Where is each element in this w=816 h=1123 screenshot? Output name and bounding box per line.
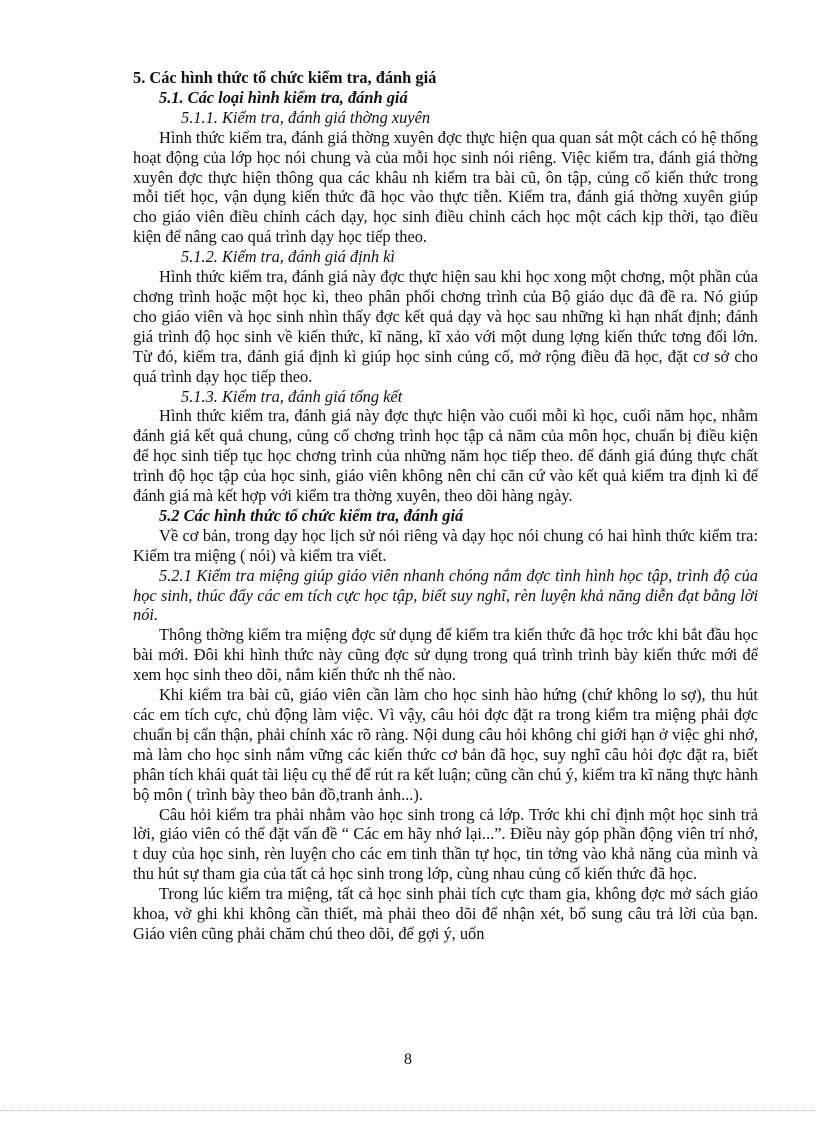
paragraph-old-lesson-check: Khi kiểm tra bài cũ, giáo viên cần làm cho học sinh hào hứng (chứ không lo sợ), thu hút các em tích cực, chủ động làm việc. Vì vậy, câu hỏi đợc đặt ra trong kiểm tra miệng phải đợc chuẩn bị cẩn thận, phải chính xác rõ ràng. Nội dung câu hỏi không chỉ giới hạn ở việc ghi nhớ, mà làm cho học sinh nắm vững các kiến thức cơ bản đã học, suy nghĩ câu hỏi đợc đặt ra, biết phân tích khái quát tài liệu cụ thể để rút ra kết luận; cũng cần chú ý, kiểm tra kĩ năng thực hành bộ môn ( trình bày theo bản đồ,tranh ảnh...). — [133, 685, 758, 804]
section-5-1-3-heading: 5.1.3. Kiểm tra, đánh giá tổng kết — [181, 386, 403, 406]
section-5-1-heading: 5.1. Các loại hình kiểm tra, đánh giá — [159, 87, 408, 107]
paragraph-student-participation: Trong lúc kiểm tra miệng, tất cả học sinh phải tích cực tham gia, không đợc mở sách giáo khoa, vở ghi khi không cần thiết, mà phải theo dõi để nhận xét, bổ sung câu trả lời của bạn. Giáo viên cũng phải chăm chú theo dõi, để gợi ý, uốn — [133, 884, 758, 943]
section-5-2-heading: 5.2 Các hình thức tổ chức kiểm tra, đánh giá — [159, 505, 464, 525]
section-5-1-1-heading: 5.1.1. Kiểm tra, đánh giá thờng xuyên — [181, 107, 431, 127]
paragraph-oral-check-usage: Thông thờng kiểm tra miệng đợc sử dụng để kiểm tra kiến thức đã học trớc khi bắt đầu học bài mới. Đôi khi hình thức này cũng đợc sử dụng trong quá trình trình bày kiến thức mới để xem học sinh theo dõi, nắm kiến thức nh thế nào. — [133, 625, 758, 685]
document-page — [133, 68, 758, 944]
section-5-2-intro: Về cơ bản, trong dạy học lịch sử nói riêng và dạy học nói chung có hai hình thức kiểm tra: Kiểm tra miệng ( nói) và kiểm tra viết. — [133, 525, 758, 565]
section-5-2-1-paragraph: 5.2.1 Kiểm tra miệng giúp giáo viên nhanh chóng nắm đợc tình hình học tập, trình độ của học sinh, thúc đẩy các em tích cực học tập, biết suy nghĩ, rèn luyện khả năng diễn đạt bằng lời nói. — [133, 565, 758, 625]
page-number: 8 — [404, 1051, 412, 1068]
page-bottom-divider — [0, 1110, 816, 1111]
section-5-1-2-heading: 5.1.2. Kiểm tra, đánh giá định kì — [181, 247, 395, 267]
section-5-heading: 5. Các hình thức tổ chức kiểm tra, đánh giá — [133, 68, 437, 87]
paragraph-questions-whole-class: Câu hỏi kiểm tra phải nhằm vào học sinh trong cả lớp. Trớc khi chỉ định một học sinh trả lời, giáo viên có thể đặt vấn đề “ Các em hãy nhớ lại...”. Điều này góp phần động viên trí nhớ, t duy của học sinh, rèn luyện cho các em tinh thần tự học, tin tởng vào khả năng của mình và thu hút sự tham gia của tất cả học sinh trong lớp, cùng nhau củng cố kiến thức đã học. — [133, 804, 758, 884]
section-5-1-2-paragraph: Hình thức kiểm tra, đánh giá này đợc thực hiện sau khi học xong một chơng, một phần của chơng trình hoặc một học kì, theo phân phối chơng trình của Bộ giáo dục đã đề ra. Nó giúp cho giáo viên và học sinh nhìn thấy đợc kết quả dạy và học sau những kì hạn nhất định; đánh giá trình độ học sinh về kiến thức, kĩ năng, kĩ xảo với một dung lợng kiến thức tơng đối lớn. Từ đó, kiểm tra, đánh giá định kì giúp học sinh củng cố, mở rộng điều đã học, đặt cơ sở cho quá trình dạy học tiếp theo. — [133, 267, 758, 386]
section-5-1-1-paragraph: Hình thức kiểm tra, đánh giá thờng xuyên đợc thực hiện qua quan sát một cách có hệ thống hoạt động của lớp học nói chung và của mỗi học sinh nói riêng. Việc kiểm tra, đánh giá thờng xuyên đợc thực hiện thông qua các khâu nh kiểm tra bài cũ, ôn tập, củng cố kiến thức trong mỗi tiết học, vận dụng kiến thức đã học vào thực tiễn. Kiểm tra, đánh giá thờng xuyên giúp cho giáo viên điều chỉnh cách dạy, học sinh điều chỉnh cách học một cách kịp thời, tạo điều kiện để nâng cao quá trình dạy học tiếp theo. — [133, 127, 758, 247]
section-5-1-3-paragraph: Hình thức kiểm tra, đánh giá này đợc thực hiện vào cuối mỗi kì học, cuối năm học, nhằm đánh giá kết quả chung, củng cố chơng trình học tập cả năm của môn học, chuẩn bị điều kiện để học sinh tiếp tục học chơng trình của những năm học tiếp theo. để đánh giá đúng thực chất trình độ học tập của học sinh, giáo viên không nên chỉ căn cứ vào kết quả kiểm tra định kì để đánh giá mà kết hợp với kiểm tra thờng xuyên, theo dõi hàng ngày. — [133, 406, 758, 506]
